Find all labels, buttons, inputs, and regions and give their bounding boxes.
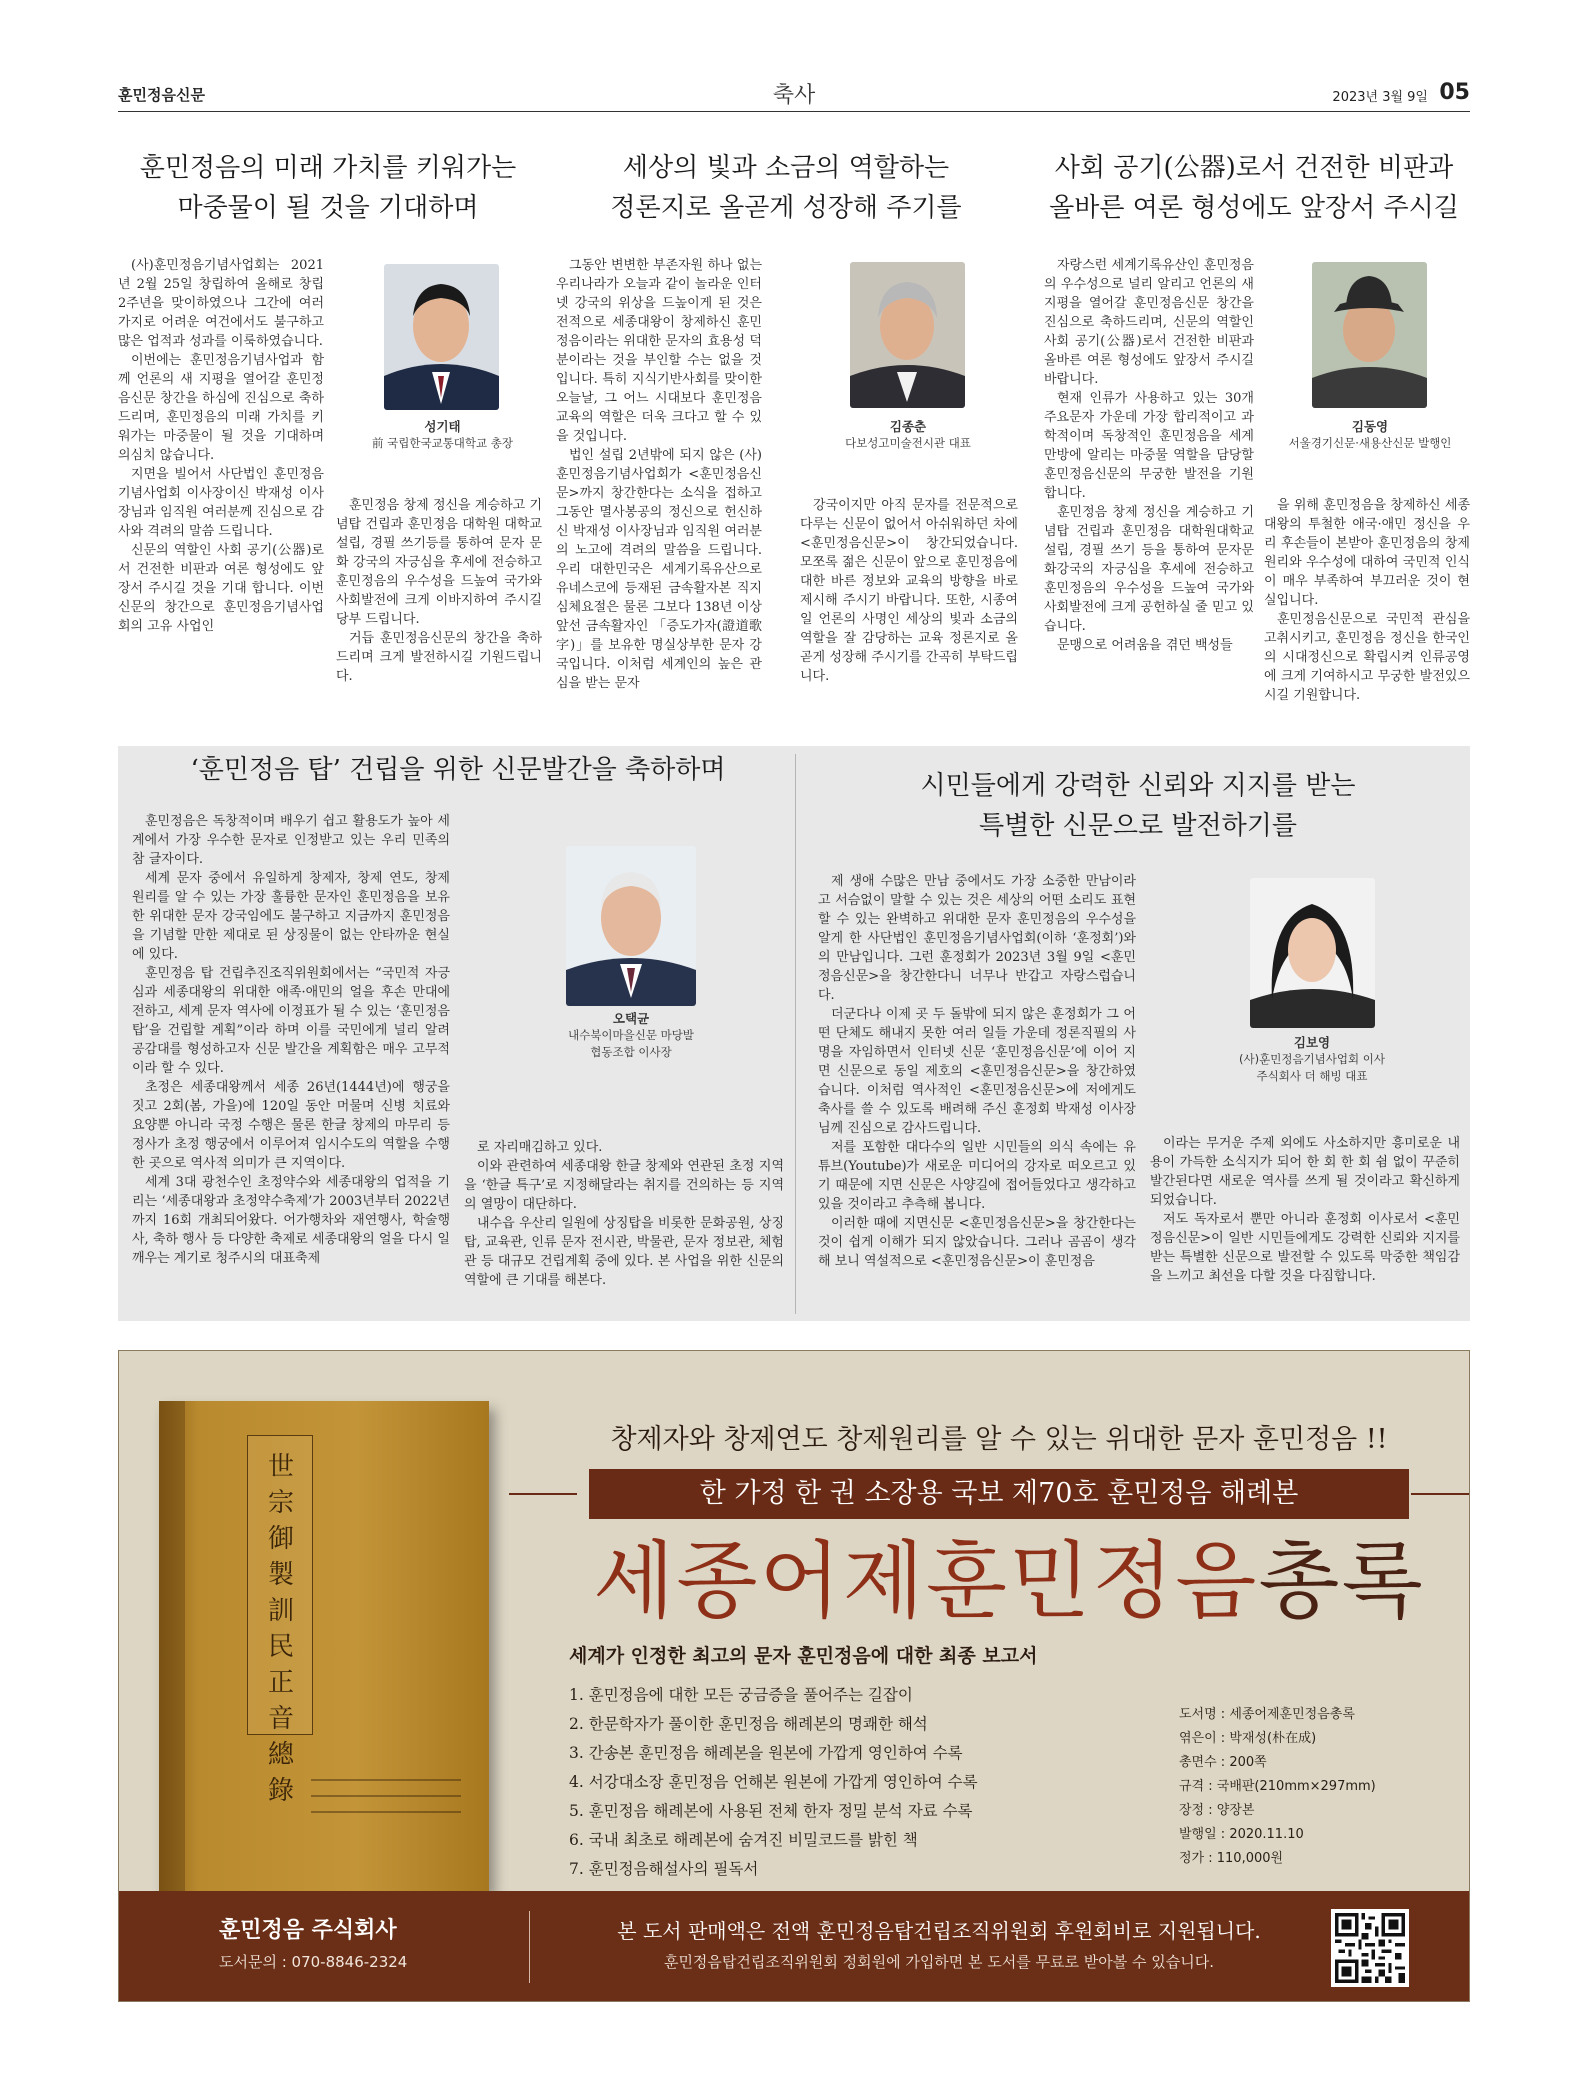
page-header [118,80,1470,112]
footer-submessage: 훈민정음탑건립조직위원회 정회원에 가입하면 본 도서를 무료로 받아볼 수 있습니다. [663,1953,1215,1971]
feature-list [569,1681,1089,1884]
spec-row: 도서명 : 세종어제훈민정음총록 [1179,1707,1355,1722]
spec-row: 정가 : 110,000원 [1179,1851,1284,1866]
feature-item: 2. 한문학자가 풀이한 훈민정음 해례본의 명쾌한 해석 [569,1715,928,1733]
feature-item: 7. 훈민정음해설사의 필독서 [569,1860,759,1878]
paragraph: 훈민정음 탑 건립추진조직위원회에서는 “국민적 자긍심과 세종대왕의 위대한 애족·애민의 얼을 후손 만대에 전하고, 세계 문자 역사에 이정표가 될 수 있는 ‘훈민정음 탑’을 건립할 계획”이라 하며 이를 국민에게 널리 알려 공감대를 형성하고자 신문 발간을 계획함은 매우 고무적이라 할 수 있다. [132,966,450,1076]
paragraph: 초정은 세종대왕께서 세종 26년(1444년)에 행궁을 짓고 2회(봄, 가을)에 120일 동안 머물며 신병 치료와 요양뿐 아니라 국정 수행은 물론 한글 창제의 마무리 등 정사가 초정 행궁에서 이루어져 임시수도의 역할을 수행한 곳으로 역사적 의미가 큰 지역이다. [132,1080,450,1171]
paragraph: 저도 독자로서 뿐만 아니라 훈정회 이사로서 <훈민정음신문>이 일반 시민들에게도 강력한 신뢰와 지지를 받는 특별한 신문으로 발전할 수 있도록 막중한 책임감을 느끼고 최선을 다할 것을 다짐합니다. [1150,1212,1460,1284]
author-title: 협동조합 이사장 [590,1045,672,1059]
column-divider [795,754,796,1314]
article2-column-1 [556,256,762,718]
headline-line: 정론지로 올곧게 성장해 주기를 [610,193,962,223]
spec-row: 엮은이 : 박재성(朴在成) [1179,1731,1317,1746]
headline-line: ‘훈민정음 탑’ 건립을 위한 신문발간을 축하하며 [190,755,726,785]
paragraph: 자랑스런 세계기록유산인 훈민정음의 우수성으로 널리 알리고 언론의 새 지평을 열어갈 훈민정음신문 창간을 진심으로 축하드리며, 신문의 역할인 사회 공기(公器)로서 건전한 비판과 올바른 여론 형성에도 앞장서 주시길 바랍니다. [1044,258,1254,387]
ad-subtitle: 세계가 인정한 최고의 문자 훈민정음에 대한 최종 보고서 [569,1645,1038,1667]
article3-caption [1270,418,1470,452]
paragraph: 제 생애 수많은 만남 중에서도 가장 소중한 만남이라고 서슴없이 말할 수 있는 것은 세상의 어떤 소리도 표현할 수 있는 완벽하고 위대한 문자 훈민정음의 우수성을 알게 한 사단법인 훈민정음기념사업회(이하 ‘훈정회’)와의 만남입니다. 그런 훈정회가 2023년 3월 9일 <훈민정음신문>을 창간한다니 너무나 반갑고 자랑스럽습니다. [818,874,1136,1003]
article2-headline [576,148,996,228]
section-title: 축사 [772,83,816,108]
article4-headline [128,750,788,790]
spec-row: 규격 : 국배판(210mm×297mm) [1179,1779,1376,1794]
issue-date: 2023년 3월 9일 [1332,90,1428,105]
article5-column-2 [1150,1134,1460,1310]
author-name: 오택균 [612,1011,650,1026]
paragraph: 현재 인류가 사용하고 있는 30개 주요문자 가운데 가장 합리적이고 과학적이며 독창적인 훈민정음을 세계만방에 알리는 마중물 역할을 담당할 훈민정음신문의 무궁한 발전을 기원합니다. [1044,391,1254,501]
author-title: 前 국립한국교통대학교 총장 [371,436,513,450]
article1-caption [360,418,525,452]
author-title: 서울경기신문·새용산신문 발행인 [1288,436,1452,450]
paragraph: 이라는 무거운 주제 외에도 사소하지만 흥미로운 내용이 가득한 소식지가 되어 한 회 한 회 쉼 없이 꾸준히 발간된다면 새로운 역사를 쓰게 될 것이라고 확신하게 되었습니다. [1150,1136,1460,1208]
article2-caption [818,418,998,452]
portrait-photo [1312,262,1427,408]
book-specs [1179,1703,1399,1871]
ad-ribbon: 한 가정 한 권 소장용 국보 제70호 훈민정음 해례본 [589,1469,1409,1519]
paragraph: 저를 포함한 대다수의 일반 시민들의 의식 속에는 유튜브(Youtube)가 새로운 미디어의 강자로 떠오르고 있기 때문에 지면 신문은 사양길에 접어들었다고 생각하고 있을 것이라고 추측해 봅니다. [818,1140,1136,1212]
ad-footer-bar [119,1891,1469,2002]
article5-column-1 [818,872,1136,1310]
paragraph: 법인 설립 2년밖에 되지 않은 (사)훈민정음기념사업회가 <훈민정음신문>까지 창간한다는 소식을 접하고 그동안 멸사봉공의 정신으로 헌신하신 박재성 이사장님과 임직원 여러분의 노고에 격려의 말씀을 드립니다. 우리 대한민국은 세계기록유산으로 유네스코에 등재된 금속활자본 직지심체요절은 물론 그보다 138년 이상 앞선 금속활자인 「증도가자(證道歌字)」를 보유한 명실상부한 문자 강국입니다. 이처럼 세계인의 높은 관심을 받는 문자 [556,448,762,691]
footer-divider [529,1911,530,1983]
headline-line: 훈민정음의 미래 가치를 키워가는 [139,153,517,183]
headline-line: 특별한 신문으로 발전하기를 [979,811,1297,841]
book-title-main: 세종어제훈민정음 [593,1532,1259,1630]
paragraph: 훈민정음신문으로 국민적 관심을 고취시키고, 훈민정음 정신을 한국인의 시대정신으로 확립시켜 인류공영에 크게 기여하시고 무궁한 발전있으시길 기원합니다. [1264,612,1470,703]
paragraph: (사)훈민정음기념사업회는 2021년 2월 25일 창립하여 올해로 창립 2주년을 맞이하였으나 그간에 여러 가지로 어려운 여건에서도 불구하고 많은 업적과 성과를 이룩하였습니다. [118,258,324,349]
article3-column-2 [1264,496,1470,718]
book-cover-image [159,1401,489,1891]
spec-row: 발행일 : 2020.11.10 [1179,1827,1304,1842]
ribbon-dash-left [509,1493,577,1495]
article3-headline [1038,148,1470,228]
paragraph: 문맹으로 어려움을 겪던 백성들 [1057,638,1233,653]
book-advertisement [118,1350,1470,2002]
article4-column-2 [464,1138,784,1310]
paragraph: 훈민정음 창제 정신을 계승하고 기념탑 건립과 훈민정음 대학원대학교 설립, 경필 쓰기 등을 통하여 문자문화강국의 자긍심을 후세에 전승하고 훈민정음의 우수성을 드높여 국가와 사회발전에 크게 공헌하실 줄 믿고 있습니다. [1044,505,1254,634]
portrait-photo [566,846,696,1006]
paragraph: 더군다나 이제 곳 두 돌밖에 되지 않은 훈정회가 그 어떤 단체도 해내지 못한 여러 일들 가운데 정론직필의 사명을 자임하면서 인터넷 신문 ‘훈민정음신문’에 이어 지면 신문으로 동일 제호의 <훈민정음신문>을 창간하였습니다. 이처럼 역사적인 <훈민정음신문>에 저에게도 축사를 쓸 수 있도록 배려해 주신 훈정회 박재성 이사장님께 진심으로 감사드립니다. [818,1007,1136,1136]
headline-line: 시민들에게 강력한 신뢰와 지지를 받는 [920,771,1356,801]
paragraph: 이와 관련하여 세종대왕 한글 창제와 연관된 초정 지역을 ‘한글 특구’로 지정해달라는 취지를 건의하는 등 지역의 열망이 대단하다. [464,1159,784,1212]
paragraph: 세계 문자 중에서 유일하게 창제자, 창제 연도, 창제 원리를 알 수 있는 가장 훌륭한 문자인 훈민정음을 보유한 위대한 문자 강국임에도 불구하고 지금까지 훈민정음을 기념할 만한 제대로 된 상징물이 없는 안타까운 현실에 있다. [132,871,450,962]
paragraph: 훈민정음은 독창적이며 배우기 쉽고 활용도가 높아 세계에서 가장 우수한 문자로 인정받고 있는 우리 민족의 참 글자이다. [132,814,450,867]
article4-caption [548,1010,714,1061]
article1-column-1 [118,256,324,718]
spec-row: 장정 : 양장본 [1179,1803,1255,1818]
author-title: 다보성고미술전시관 대표 [845,436,971,450]
page-number: 05 [1439,80,1470,105]
portrait-photo [1250,878,1375,1028]
paragraph: 내수읍 우산리 일원에 상징탑을 비롯한 문화공원, 상징탑, 교육관, 인류 문자 전시관, 박물관, 문자 정보관, 체험관 등 대규모 건립계획 중에 있다. 본 사업을 위한 신문의 역할에 큰 기대를 해본다. [464,1216,784,1288]
author-name: 김보영 [1293,1035,1331,1050]
author-name: 김종춘 [889,419,927,434]
paragraph: 세계 3대 광천수인 초정약수와 세종대왕의 업적을 기리는 ‘세종대왕과 초정약수축제’가 2003년부터 2022년까지 16회 개최되어왔다. 어가행차와 재연행사, 학술행사, 축하 행사 등 다양한 축제로 세종대왕의 얼을 다시 일깨우는 계기로 청주시의 대표축제 [132,1175,450,1266]
headline-line: 올바른 여론 형성에도 앞장서 주시길 [1049,193,1459,223]
paragraph: 그동안 변변한 부존자원 하나 없는 우리나라가 오늘과 같이 놀라운 인터넷 강국의 위상을 드높이게 된 것은 전적으로 세종대왕이 창제하신 훈민정음이라는 위대한 문자의 효용성 덕분이라는 것을 부인할 수는 없을 것입니다. 특히 지식기반사회를 맞이한 오늘날, 그 어느 시대보다 훈민정음 교육의 역할은 더욱 크다고 할 수 있을 것입니다. [556,258,762,444]
feature-item: 3. 간송본 훈민정음 해례본을 원본에 가깝게 영인하여 수록 [569,1744,963,1762]
paragraph: 지면을 빌어서 사단법인 훈민정음기념사업회 이사장이신 박재성 이사장님과 임직원 여러분께 진심으로 감사와 격려의 말씀 드립니다. [118,467,324,539]
paragraph: 을 위해 훈민정음을 창제하신 세종대왕의 투철한 애국·애민 정신을 우리 후손들이 본받아 훈민정음의 창제 원리와 우수성에 대하여 국민적 인식이 매우 부족하여 부끄러운 것이 현실입니다. [1264,498,1470,608]
headline-line: 세상의 빛과 소금의 역할하는 [622,153,950,183]
article5-caption [1216,1034,1408,1085]
portrait-photo [850,262,965,408]
headline-line: 마중물이 될 것을 기대하며 [177,193,479,223]
article2-column-2 [800,496,1018,718]
book-title-tail: 총록 [1258,1532,1425,1630]
paragraph: 로 자리매김하고 있다. [477,1140,603,1155]
author-title: (사)훈민정음기념사업회 이사 [1239,1052,1385,1066]
author-title: 내수북이마을신문 마당발 [568,1028,694,1042]
newspaper-name: 훈민정음신문 [118,86,205,104]
book-spine [159,1401,185,1891]
article4-column-1 [132,812,450,1310]
paragraph: 이번에는 훈민정음기념사업과 함께 언론의 새 지평을 열어갈 훈민정음신문 창간을 하심에 진심으로 축하드리며, 훈민정음의 미래 가치를 키워가는 마중물이 될 것을 기대하며 의심치 않습니다. [118,353,324,463]
author-name: 김동영 [1351,419,1389,434]
feature-item: 5. 훈민정음 해례본에 사용된 전체 한자 정밀 분석 자료 수록 [569,1802,973,1820]
qr-code-icon[interactable] [1331,1909,1409,1987]
author-name: 성기태 [424,419,461,434]
company-name: 훈민정음 주식회사 [219,1918,397,1943]
article1-column-2 [336,496,542,718]
ribbon-dash-right [1411,1493,1470,1495]
author-title: 주식회사 더 해빙 대표 [1256,1069,1368,1083]
paragraph: 이러한 때에 지면신문 <훈민정음신문>을 창간한다는 것이 쉽게 이해가 되지 않았습니다. 그러나 곰곰이 생각해 보니 역설적으로 <훈민정음신문>이 훈민정음 [818,1216,1136,1269]
footer-message: 본 도서 판매액은 전액 훈민정음탑건립조직위원회 후원회비로 지원됩니다. [617,1919,1261,1943]
portrait-photo [384,264,499,410]
feature-item: 6. 국내 최초로 해례본에 숨겨진 비밀코드를 밝힌 책 [569,1831,918,1849]
article5-headline [808,766,1468,846]
article3-column-1 [1044,256,1254,718]
article1-headline [118,148,538,228]
book-publisher-lines [311,1779,461,1827]
feature-item: 1. 훈민정음에 대한 모든 궁금증을 풀어주는 길잡이 [569,1686,913,1704]
feature-item: 4. 서강대소장 훈민정음 언해본 원본에 가깝게 영인하여 수록 [569,1773,978,1791]
paragraph: 신문의 역할인 사회 공기(公器)로서 건전한 비판과 여론 형성에도 앞장서 주시길 것을 기대 합니다. 이번 신문의 창간으로 훈민정음기념사업회의 고유 사업인 [118,543,324,634]
spec-row: 총면수 : 200쪽 [1179,1755,1267,1770]
contact-phone: 도서문의 : 070-8846-2324 [219,1953,408,1971]
headline-line: 사회 공기(公器)로서 건전한 비판과 [1054,153,1454,183]
paragraph: 강국이지만 아직 문자를 전문적으로 다루는 신문이 없어서 아쉬워하던 차에 <훈민정음신문>이 창간되었습니다. 모쪼록 젊은 신문이 앞으로 훈민정음에 대한 바른 정보와 교육의 방향을 바로 제시해 주시기 바랍니다. 또한, 시종여일 언론의 사명인 세상의 빛과 소금의 역할을 잘 감당하는 교육 정론지로 올곧게 성장해 주시기를 간곡히 부탁드립니다. [800,498,1018,684]
ad-book-title [559,1531,1459,1631]
ad-tagline: 창제자와 창제연도 창제원리를 알 수 있는 위대한 문자 훈민정음 !! [610,1424,1388,1455]
book-cover-title: 世宗御製訓民正音總錄 [267,1452,294,1806]
paragraph: 훈민정음 창제 정신을 계승하고 기념탑 건립과 훈민정음 대학원 대학교 설립, 경필 쓰기등를 통하여 문자 문화 강국의 자긍심을 후세에 전승하고 훈민정음의 우수성을 드높여 국가와 사회발전에 크게 이바지하여 주시길 당부 드립니다. [336,498,542,627]
paragraph: 거듭 훈민정음신문의 창간을 축하드리며 크게 발전하시길 기원드립니다. [336,631,542,684]
